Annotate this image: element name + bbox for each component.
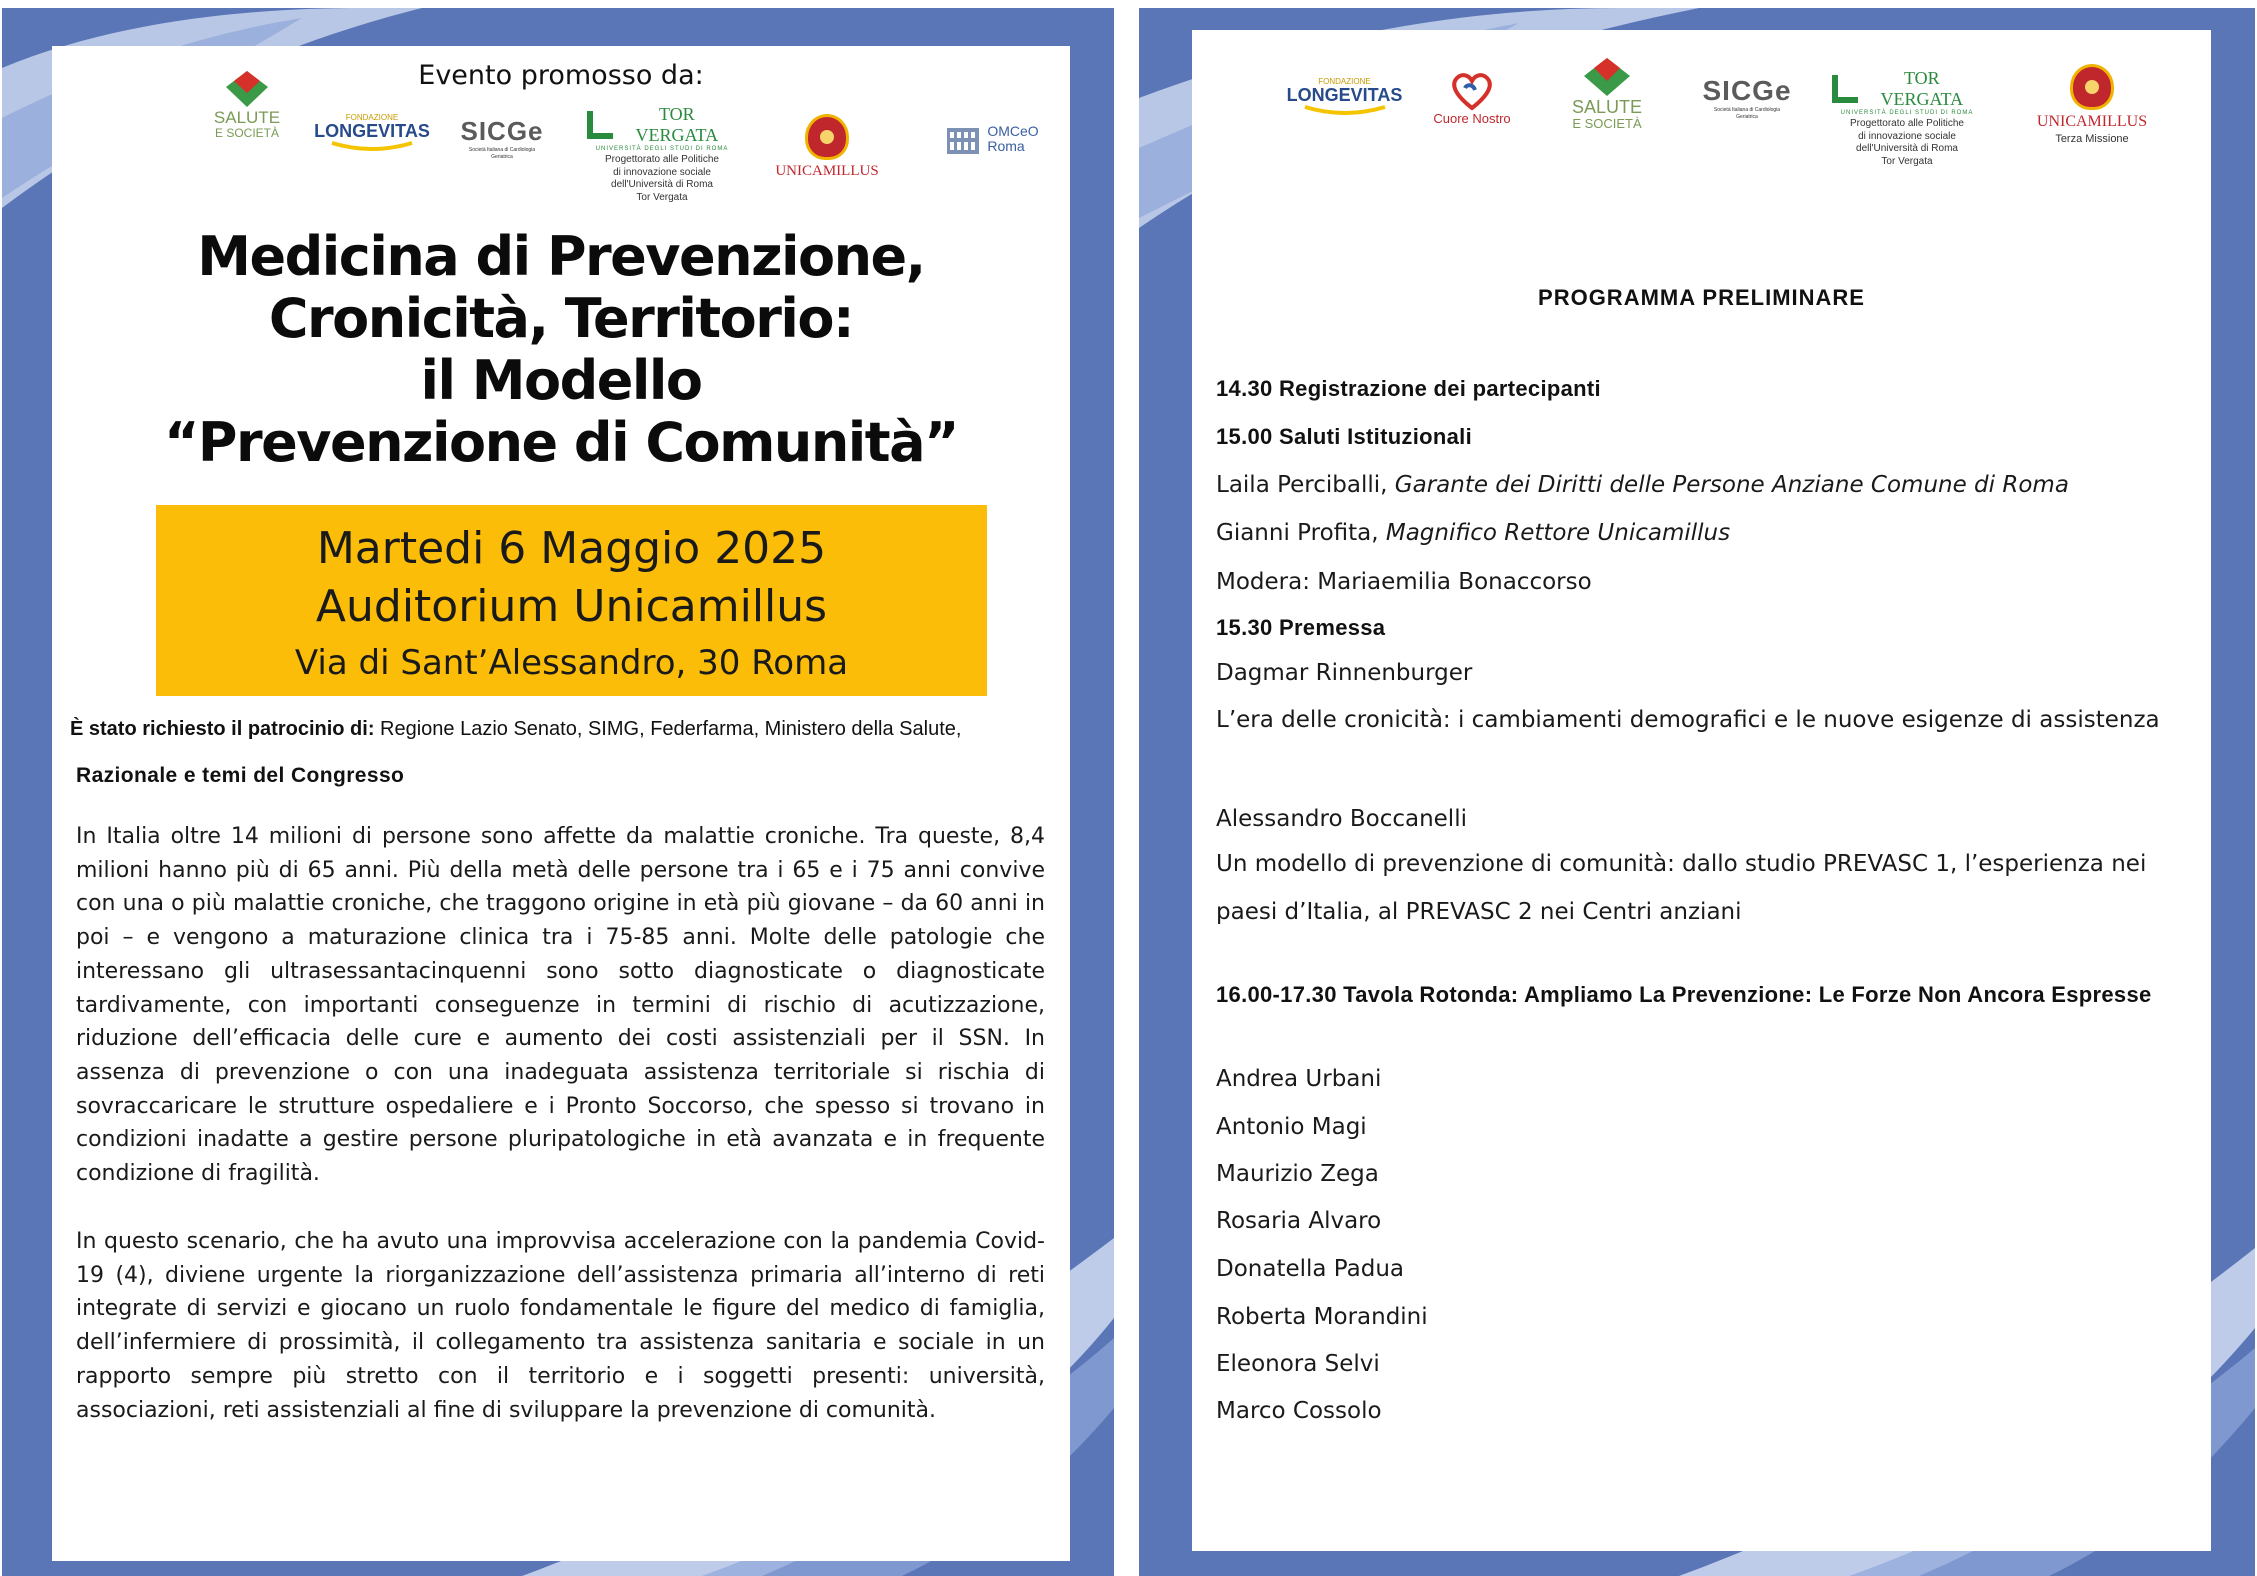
promoted-by-label: Evento promosso da: [418,60,704,91]
salute-mark-icon [1582,56,1632,98]
longevitas-arc-icon [1300,105,1390,115]
program-talk: Un modello di prevenzione di comunità: dallo studio PREVASC 1, l’esperienza nei paesi d’Italia, al PREVASC 2 nei Centri anziani [1216,851,2147,925]
section-heading: Razionale e temi del Congresso [76,764,405,787]
program-item-premise: 15.30 Premessa [1216,615,1386,640]
sicge-logo: SICGe Società Italiana di Cardiologia Geriatrica [460,116,544,160]
program-moderator: Modera: Mariaemilia Bonaccorso [1216,569,1592,595]
program-title: PROGRAMMA PRELIMINARE [1538,285,1865,310]
tor-vergata-logo: TOR VERGATA UNIVERSITÀ DEGLI STUDI DI ROMA Progettorato alle Politiche di innovazione sociale dell'Università di Roma Tor Vergata [587,104,737,204]
panelist-item: Roberta Morandini [1216,1304,1428,1330]
unicamillus-crest-icon [2070,64,2114,110]
program-talk: L’era delle cronicità: i cambiamenti demografici e le nuove esigenze di assistenza [1216,707,2160,733]
event-address: Via di Sant’Alessandro, 30 Roma [294,643,849,683]
salute-mark-icon [224,69,270,109]
program-speaker: Alessandro Boccanelli [1216,806,1467,832]
colosseum-icon [945,122,981,156]
panelist-item: Antonio Magi [1216,1114,1367,1140]
panelist-item: Donatella Padua [1216,1256,1405,1282]
unicamillus-crest-icon [805,114,849,160]
program-sheet [1192,30,2211,1551]
longevitas-arc-icon [327,141,417,151]
program-item-registration: 14.30 Registrazione dei partecipanti [1216,376,1601,401]
flyer-sheet [52,46,1070,1561]
patronage-line: È stato richiesto il patrocinio di: Regione Lazio Senato, SIMG, Federfarma, Ministero della Salute, [70,718,962,740]
panelist-item: Andrea Urbani [1216,1066,1382,1092]
tor-vergata-mark-icon [587,111,613,139]
sicge-logo: SICGe Società Italiana di Cardiologia Geriatrica [1702,75,1792,120]
omceo-roma-logo: OMCeO Roma [942,122,1042,156]
panelist-item: Rosaria Alvaro [1216,1208,1382,1234]
program-speaker: Laila Perciballi, Garante dei Diritti delle Persone Anziane Comune di Roma [1216,472,2069,498]
fondazione-longevitas-logo: FONDAZIONE LONGEVITAS [1292,78,1397,115]
salute-e-societa-logo: SALUTE E SOCIETÀ [202,69,292,139]
program-item-round-table: 16.00-17.30 Tavola Rotonda: Ampliamo La Prevenzione: Le Forze Non Ancora Espresse [1216,982,2152,1007]
event-details-box [156,505,987,696]
fondazione-longevitas-logo: FONDAZIONE LONGEVITAS [322,114,422,151]
program-speaker: Dagmar Rinnenburger [1216,660,1473,686]
heart-icon [1449,70,1495,112]
program-speaker: Gianni Profita, Magnifico Rettore Unicamillus [1216,520,1731,546]
cuore-nostro-logo: Cuore Nostro [1422,70,1522,126]
panelist-item: Marco Cossolo [1216,1398,1382,1424]
salute-e-societa-logo: SALUTE E SOCIETÀ [1557,56,1657,131]
event-venue: Auditorium Unicamillus [315,581,828,632]
panelist-item: Eleonora Selvi [1216,1351,1380,1377]
event-date: Martedi 6 Maggio 2025 [316,523,827,574]
event-title: Medicina di Prevenzione, Cronicità, Territorio: il Modello “Prevenzione di Comunità” [163,225,959,474]
rationale-paragraph-2: In questo scenario, che ha avuto una improvvisa accelerazione con la pandemia Covid-19 (4), diviene urgente la riorganizzazione dell’assistenza primaria all’interno di reti integrate di servizi e giocano un ruolo fondamentale le figure del medico di famiglia, dell’infermiere di prossimità, il collegamento tra assistenza sanitaria e sociale in un rapporto sempre più stretto con il territorio e i soggetti presenti: università, associazioni, reti assistenziali al fine di sviluppare la prevenzione di comunità. [76,1229,1045,1423]
panelist-item: Maurizio Zega [1216,1161,1379,1187]
tor-vergata-mark-icon [1832,75,1858,103]
flyer-page-right [1139,8,2255,1576]
program-item-greetings: 15.00 Saluti Istituzionali [1216,424,1472,449]
unicamillus-logo: UNICAMILLUS Terza Missione [2027,64,2157,147]
flyer-page-left [2,8,1114,1576]
tor-vergata-logo: TOR VERGATA UNIVERSITÀ DEGLI STUDI DI ROMA Progettorato alle Politiche di innovazione sociale dell'Università di Roma Tor Vergata [1832,68,1982,168]
rationale-paragraph-1: In Italia oltre 14 milioni di persone sono affette da malattie croniche. Tra queste, 8,4 milioni hanno più di 65 anni. Più della metà delle persone tra i 65 e i 75 anni convive con una o più malattie croniche, che traggono origine in età più giovane – da 60 anni in poi – e vengono a maturazione clinica tra i 75-85 anni. Molte delle patologie che interessano gli ultrasessantacinquenni sono sotto diagnosticate o diagnosticate tardivamente, con importanti conseguenze in termini di rischio di acutizzazione, riduzione dell’efficacia delle cure e aumento dei costi assistenziali per il SSN. In assenza di prevenzione o con una inadeguata assistenza territoriale si rischia di sovraccaricare le strutture ospedaliere e i Pronto Soccorso, che spesso si trovano in condizioni inadatte a gestire persone pluripatologiche in età avanzata e in frequente condizione di fragilità. [76,824,1045,1187]
unicamillus-logo: UNICAMILLUS [767,114,887,180]
